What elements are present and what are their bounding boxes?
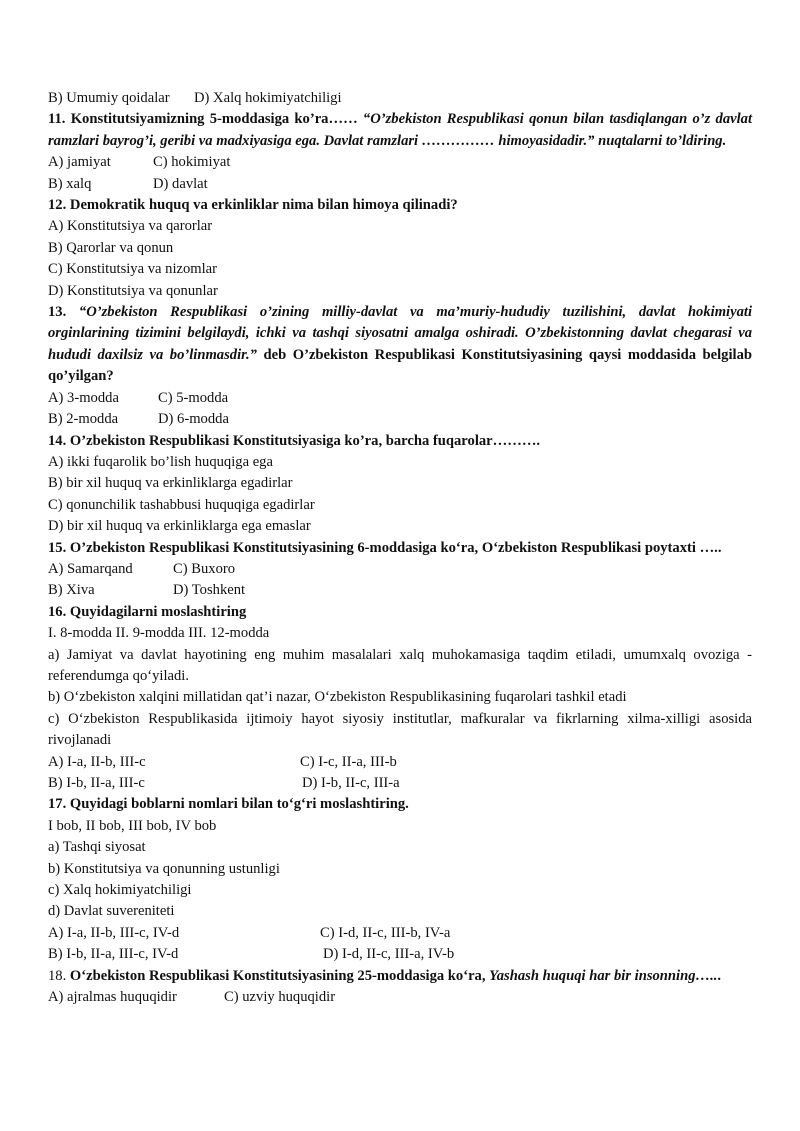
- match-a: a) Jamiyat va davlat hayotining eng muhim masalalari xalq muhokamasiga taqdim etiladi, umumxalq ovoziga - referendumga qo‘yiladi.: [48, 646, 752, 684]
- option-d: D) davlat: [153, 175, 208, 192]
- option-a: A) Samarqand: [48, 560, 133, 577]
- options-row: [48, 944, 752, 965]
- option-d: D) Toshkent: [173, 582, 246, 599]
- question-end: .: [717, 967, 722, 984]
- match-b: b) Konstitutsiya va qonunning ustunligi: [48, 860, 280, 877]
- question-number: 14.: [48, 432, 67, 449]
- option-d: D) bir xil huquq va erkinliklarga ega emaslar: [48, 518, 311, 535]
- question-number: 18.: [48, 967, 67, 984]
- options-row: [48, 152, 752, 173]
- option-d: D) Xalq hokimiyatchiligi: [194, 90, 342, 106]
- question-lead: Konstitutsiyamizning 5-moddasiga ko’ra……: [70, 111, 358, 128]
- question-number: 11.: [48, 111, 66, 128]
- question-number: 12.: [48, 197, 67, 214]
- option-a: A) jamiyat: [48, 154, 111, 171]
- option-c: C) uzviy huquqidir: [224, 989, 336, 1006]
- question-12: [48, 195, 752, 216]
- question-text: O’zbekiston Respublikasi Konstitutsiyasiga ko’ra, barcha fuqarolar……….: [69, 432, 541, 449]
- options-row: [48, 174, 752, 195]
- option-c: C) qonunchilik tashabbusi huquqiga egadirlar: [48, 496, 315, 513]
- question-17: 17. Quyidagi boblarni nomlari bilan to‘g‘ri moslashtiring.: [48, 796, 409, 813]
- options-row: [48, 987, 752, 1008]
- option-b: B) I-b, II-a, III-c, IV-d: [48, 946, 179, 963]
- option-c: C) hokimiyat: [153, 154, 231, 171]
- option-a: A) I-a, II-b, III-c: [48, 753, 146, 770]
- option-b: B) Umumiy qoidalar: [48, 90, 170, 106]
- question-11: [48, 109, 752, 152]
- option-d: D) 6-modda: [158, 411, 229, 428]
- match-c: c) Xalq hokimiyatchiligi: [48, 882, 192, 899]
- match-items: I. 8-modda II. 9-modda III. 12-modda: [48, 625, 270, 642]
- option-c: C) I-c, II-a, III-b: [300, 753, 397, 770]
- options-row: [48, 580, 752, 601]
- question-lead: O‘zbekiston Respublikasi Konstitutsiyasining 25-moddasiga ko‘ra,: [69, 967, 486, 984]
- question-13: [48, 302, 752, 388]
- option-c: C) I-d, II-c, III-b, IV-a: [320, 924, 451, 941]
- options-row: [48, 773, 752, 794]
- option-c: C) Buxoro: [173, 560, 236, 577]
- question-14: [48, 431, 752, 452]
- option-b: B) Xiva: [48, 582, 95, 599]
- match-items: I bob, II bob, III bob, IV bob: [48, 817, 217, 834]
- option-b: B) bir xil huquq va erkinliklarga egadirlar: [48, 475, 293, 492]
- question-18: [48, 966, 752, 987]
- question-quote: “O’zbekiston Respublikasi qonun bilan tasdiqlangan o’z davlat ramzlari bayrog’i, geribi va madxiyasiga ega. Davlat ramzlari …………… himoyasidadir.” nuqtalarni to’ldiring.: [48, 111, 752, 149]
- option-d: D) Konstitutsiya va qonunlar: [48, 282, 218, 299]
- question-tail: deb O’zbekiston Respublikasi Konstitutsiyasining qaysi moddasida belgilab qo’yilgan?: [48, 346, 752, 385]
- match-d: d) Davlat suvereniteti: [48, 903, 175, 920]
- option-b: B) I-b, II-a, III-c: [48, 775, 145, 791]
- match-a: a) Tashqi siyosat: [48, 839, 146, 856]
- option-d: D) I-b, II-c, III-a: [302, 775, 400, 791]
- option-a: A) I-a, II-b, III-c, IV-d: [48, 924, 180, 941]
- option-a: A) ikki fuqarolik bo’lish huquqiga ega: [48, 453, 273, 470]
- option-a: A) ajralmas huquqidir: [48, 989, 177, 1006]
- options-row: [48, 559, 752, 580]
- question-15: 15. O’zbekiston Respublikasi Konstitutsiyasining 6-moddasiga ko‘ra, O‘zbekiston Respublikasi poytaxti …..: [48, 539, 722, 556]
- question-quote: “O’zbekiston Respublikasi o’zining milliy-davlat va ma’muriy-hududiy tuzilishini, davlat hokimiyati orginlarining tizimini belgilaydi, ichki va tashqi siyosatni amalga oshiradi. O’zbekistonning davlat chegarasi va hududi daxilsiz va bo’linmasdir.”: [48, 304, 752, 363]
- options-row: [48, 923, 752, 944]
- option-a: A) Konstitutsiya va qarorlar: [48, 218, 213, 235]
- question-quote: Yashash huquqi har bir insonning…..: [489, 967, 718, 984]
- option-c: C) Konstitutsiya va nizomlar: [48, 261, 218, 278]
- match-b: b) O‘zbekiston xalqini millatidan qat’i nazar, O‘zbekiston Respublikasining fuqarolari tashkil etadi: [48, 689, 627, 706]
- option-b: B) xalq: [48, 175, 92, 192]
- option-c: C) 5-modda: [158, 389, 229, 406]
- prev-question-options: [48, 88, 752, 109]
- option-b: B) Qarorlar va qonun: [48, 239, 174, 256]
- question-16: 16. Quyidagilarni moslashtiring: [48, 603, 247, 620]
- option-b: B) 2-modda: [48, 411, 119, 428]
- options-row: [48, 409, 752, 430]
- options-row: [48, 752, 752, 773]
- option-d: D) I-d, II-c, III-a, IV-b: [323, 946, 455, 963]
- option-a: A) 3-modda: [48, 389, 119, 406]
- options-row: [48, 388, 752, 409]
- question-number: 13.: [48, 304, 67, 321]
- match-c: c) O‘zbekiston Respublikasida ijtimoiy hayot siyosiy institutlar, mafkuralar va fikrlarning xilma-xilligi asosida rivojlanadi: [48, 710, 752, 749]
- question-text: Demokratik huquq va erkinliklar nima bilan himoya qilinadi?: [69, 197, 458, 214]
